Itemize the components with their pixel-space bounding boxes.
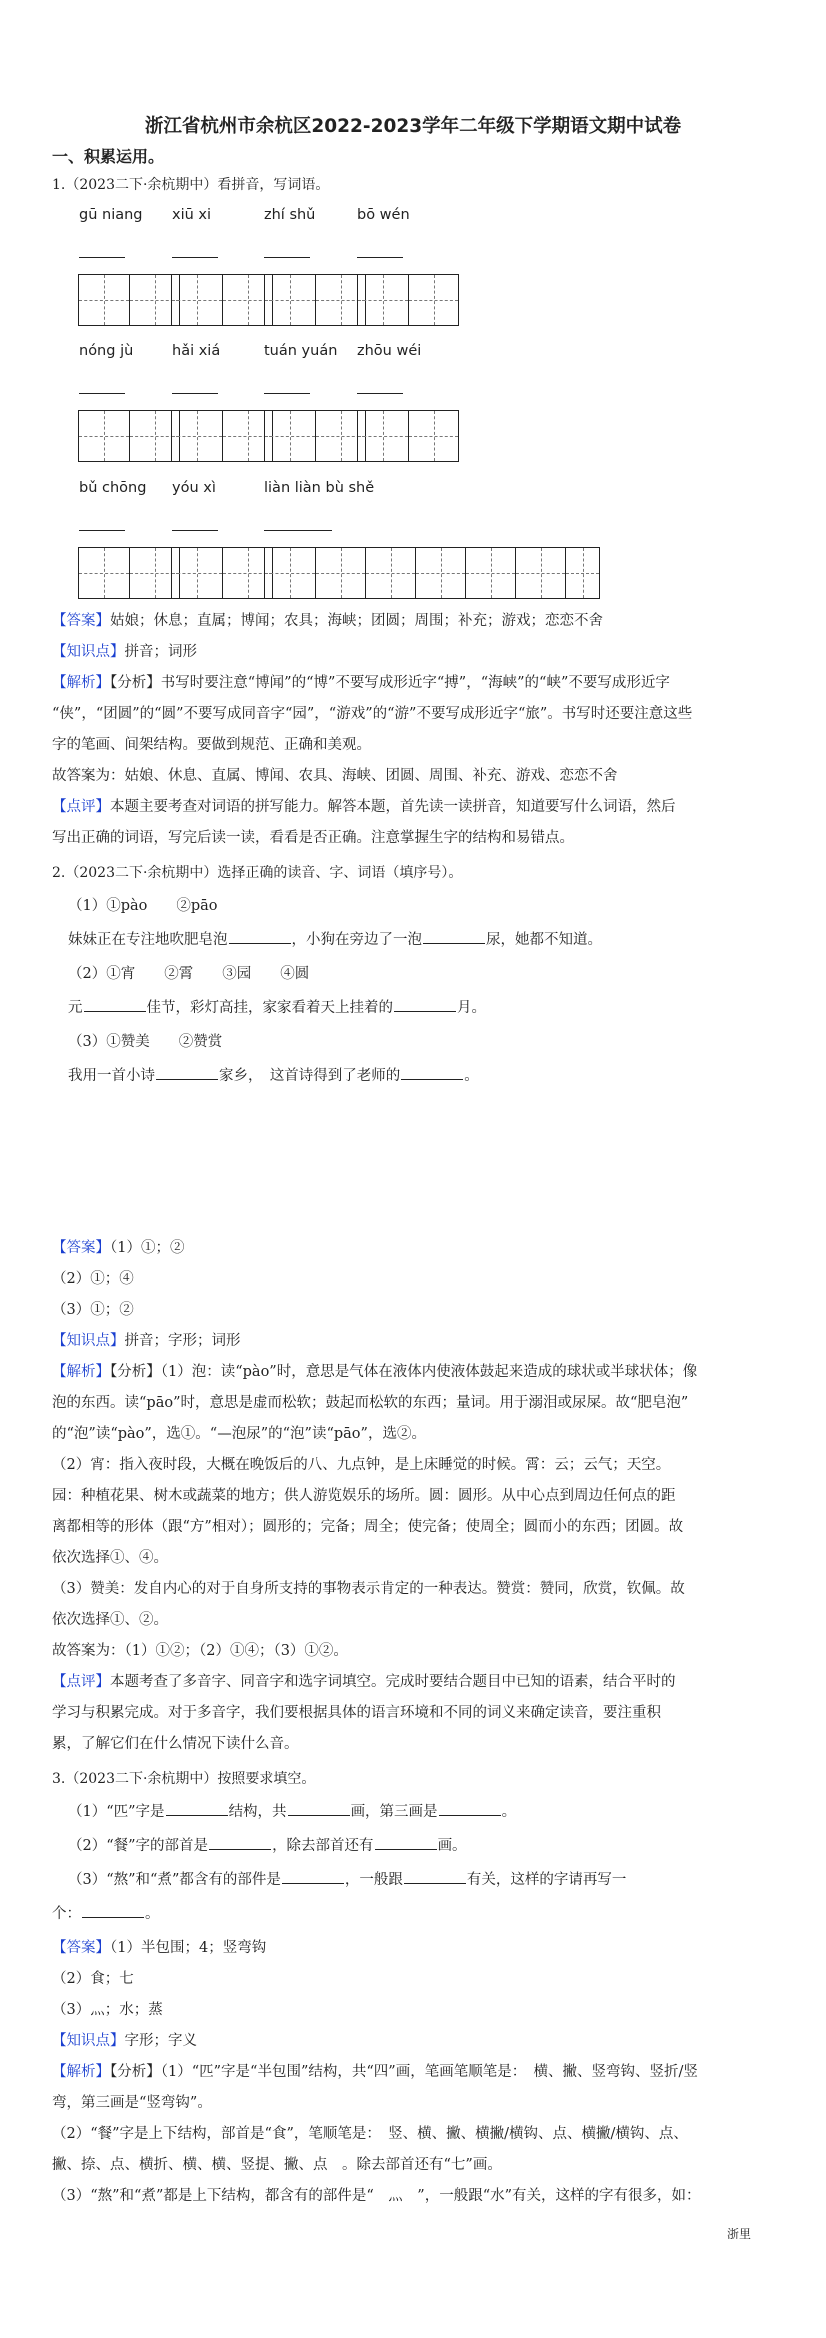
analysis-line: 弯，第三画是“竖弯钩”。 (52, 2095, 212, 2111)
analysis-line: （3）赞美：发自内心的对于自身所支持的事物表示肯定的一种表达。赞赏：赞同，欣赏，钦佩。故 (52, 1581, 685, 1597)
writing-grid[interactable] (78, 547, 180, 599)
fill-blank[interactable] (84, 997, 146, 1012)
q3-sub3: （3）“熬”和“煮”都含有的部件是 ，一般跟 有关，这样的字请再写一 (68, 1868, 626, 1892)
q2-stem: 2.（2023二下·余杭期中）选择正确的读音、字、词语（填序号）。 (52, 865, 463, 881)
writing-grid[interactable] (171, 547, 273, 599)
q2-sub1-options: （1）①pào ②pāo (68, 898, 218, 914)
analysis-line: （3）“熬”和“煮”都是上下结构，都含有的部件是“ 灬 ”，一般跟“水”有关，这样的字有很多，如： (52, 2188, 701, 2204)
writing-grid[interactable] (78, 410, 180, 462)
pinyin-underline (79, 257, 125, 258)
q1-stem: 1.（2023二下·余杭期中）看拼音，写词语。 (52, 177, 330, 193)
pinyin-label: bō wén (357, 207, 410, 223)
pinyin-label: xiū xi (172, 207, 212, 223)
final-answer: 故答案为：（1）①②；（2）①④；（3）①②。 (52, 1643, 348, 1659)
analysis-line: 离都相等的形体（跟“方”相对）；圆形的；完备；周全；使完备；使周全；圆而小的东西；团圆。故 (52, 1519, 684, 1535)
pinyin-underline (264, 530, 332, 531)
q2-sub2-text: 元 佳节，彩灯高挂，家家看着天上挂着的 月。 (68, 996, 486, 1020)
pinyin-label: zhí shǔ (264, 207, 316, 223)
section-heading: 一、积累运用。 (52, 147, 165, 166)
fill-blank[interactable] (166, 1801, 228, 1816)
fill-blank[interactable] (229, 929, 291, 944)
answer-line: （3）灬；水；蒸 (52, 2002, 163, 2018)
fill-blank[interactable] (375, 1835, 437, 1850)
writing-grid[interactable] (264, 410, 366, 462)
analysis-line: 的“泡”读“pào”，选①。“—泡尿”的“泡”读“pāo”，选②。 (52, 1426, 426, 1442)
analysis-line: 泡的东西。读“pāo”时，意思是虚而松软；鼓起而松软的东西；量词。用于溺泪或尿屎。故“肥皂泡” (52, 1395, 689, 1411)
q3-sub2: （2）“餐”字的部首是 ，除去部首还有 画。 (68, 1834, 467, 1858)
fill-blank[interactable] (439, 1801, 501, 1816)
answer-line: （3）①；② (52, 1302, 134, 1318)
pinyin-label: tuán yuán (264, 343, 338, 359)
analysis-line: 依次选择①、④。 (52, 1550, 168, 1566)
comment-line: 学习与积累完成。对于多音字，我们要根据具体的语言环境和不同的词义来确定读音，要注重积 (52, 1705, 661, 1721)
fill-blank[interactable] (288, 1801, 350, 1816)
pinyin-label: yóu xì (172, 480, 216, 496)
fill-blank[interactable] (282, 1869, 344, 1884)
analysis-line: 依次选择①、②。 (52, 1612, 168, 1628)
pinyin-underline (357, 257, 403, 258)
pinyin-underline (79, 393, 125, 394)
writing-grid[interactable] (264, 274, 366, 326)
answer-line: （2）①；④ (52, 1271, 134, 1287)
q2-sub3-text: 我用一首小诗 家乡， 这首诗得到了老师的 。 (68, 1064, 479, 1088)
writing-grid[interactable] (78, 274, 180, 326)
writing-grid[interactable] (357, 274, 459, 326)
fill-blank[interactable] (401, 1065, 463, 1080)
pinyin-label: liàn liàn bù shě (264, 480, 375, 496)
pinyin-label: zhōu wéi (357, 343, 422, 359)
fill-blank[interactable] (82, 1903, 144, 1918)
analysis-line: 撇、捺、点、横折、横、横、竖提、撇、点 。除去部首还有“七”画。 (52, 2157, 502, 2173)
pinyin-underline (172, 257, 218, 258)
pinyin-underline (357, 393, 403, 394)
answer-line: （2）食；七 (52, 1971, 134, 1987)
analysis-line: 【解析】【分析】书写时要注意“博闻”的“博”不要写成形近字“搏”，“海峡”的“峡”不要写成形近字 (52, 675, 670, 691)
pinyin-label: gū niang (79, 207, 143, 223)
comment-line: 累，了解它们在什么情况下读什么音。 (52, 1736, 299, 1752)
fill-blank[interactable] (423, 929, 485, 944)
writing-grid[interactable] (171, 410, 273, 462)
knowledge-point: 【知识点】拼音；字形；词形 (52, 1333, 241, 1349)
pinyin-label: nóng jù (79, 343, 134, 359)
writing-grid[interactable] (264, 547, 600, 599)
fill-blank[interactable] (156, 1065, 218, 1080)
page-footer: 浙里 (727, 2227, 752, 2241)
q3-sub3-cont: 个： 。 (52, 1902, 160, 1926)
page-title: 浙江省杭州市余杭区2022-2023学年二年级下学期语文期中试卷 (144, 116, 682, 137)
analysis-line: 【解析】【分析】（1）“匹”字是“半包围”结构，共“四”画，笔画笔顺笔是： 横、撇、竖弯钩、竖折/竖 (52, 2064, 698, 2080)
pinyin-underline (79, 530, 125, 531)
q2-sub2-options: （2）①宵 ②霄 ③园 ④圆 (68, 966, 310, 982)
writing-grid[interactable] (357, 410, 459, 462)
answer-line: 【答案】（1）半包围；4；竖弯钩 (52, 1940, 267, 1956)
final-answer: 故答案为：姑娘、休息、直属、博闻、农具、海峡、团圆、周围、补充、游戏、恋恋不舍 (52, 768, 618, 784)
comment-line: 写出正确的词语，写完后读一读，看看是否正确。注意掌握生字的结构和易错点。 (52, 830, 574, 846)
analysis-line: “侠”，“团圆”的“圆”不要写成同音字“园”，“游戏”的“游”不要写成形近字“旅”。书写时还要注意这些 (52, 706, 693, 722)
analysis-line: 【解析】【分析】（1）泡：读“pào”时，意思是气体在液体内使液体鼓起来造成的球状或半球状体；像 (52, 1364, 698, 1380)
analysis-line: （2）“餐”字是上下结构，部首是“食”，笔顺笔是： 竖、横、撇、横撇/横钩、点、横撇/横钩、点、 (52, 2126, 688, 2142)
pinyin-label: hǎi xiá (172, 343, 221, 359)
q2-sub1-text: 妹妹正在专注地吹肥皂泡 ，小狗在旁边了一泡 尿，她都不知道。 (68, 928, 602, 952)
answer-line: 【答案】（1）①；② (52, 1240, 185, 1256)
analysis-line: （2）宵：指入夜时段，大概在晚饭后的八、九点钟，是上床睡觉的时候。霄：云；云气；天空。 (52, 1457, 671, 1473)
pinyin-underline (172, 393, 218, 394)
pinyin-label: bǔ chōng (79, 480, 147, 496)
answer-line: 【答案】姑娘；休息；直属；博闻；农具；海峡；团圆；周围；补充；游戏；恋恋不舍 (52, 613, 603, 629)
pinyin-underline (264, 393, 310, 394)
analysis-line: 园：种植花果、树木或蔬菜的地方；供人游览娱乐的场所。圆：圆形。从中心点到周边任何点的距 (52, 1488, 676, 1504)
writing-grid[interactable] (171, 274, 273, 326)
knowledge-point: 【知识点】字形；字义 (52, 2033, 197, 2049)
q3-stem: 3.（2023二下·余杭期中）按照要求填空。 (52, 1771, 316, 1787)
analysis-line: 字的笔画、间架结构。要做到规范、正确和美观。 (52, 737, 371, 753)
q2-sub3-options: （3）①赞美 ②赞赏 (68, 1034, 223, 1050)
q3-sub1: （1）“匹”字是 结构，共 画，第三画是 。 (68, 1800, 516, 1824)
fill-blank[interactable] (394, 997, 456, 1012)
pinyin-underline (264, 257, 310, 258)
knowledge-point: 【知识点】拼音；词形 (52, 644, 197, 660)
comment-line: 【点评】本题主要考查对词语的拼写能力。解答本题，首先读一读拼音，知道要写什么词语，然后 (52, 799, 676, 815)
fill-blank[interactable] (404, 1869, 466, 1884)
comment-line: 【点评】本题考查了多音字、同音字和选字词填空。完成时要结合题目中已知的语素，结合平时的 (52, 1674, 676, 1690)
pinyin-underline (172, 530, 218, 531)
fill-blank[interactable] (209, 1835, 271, 1850)
